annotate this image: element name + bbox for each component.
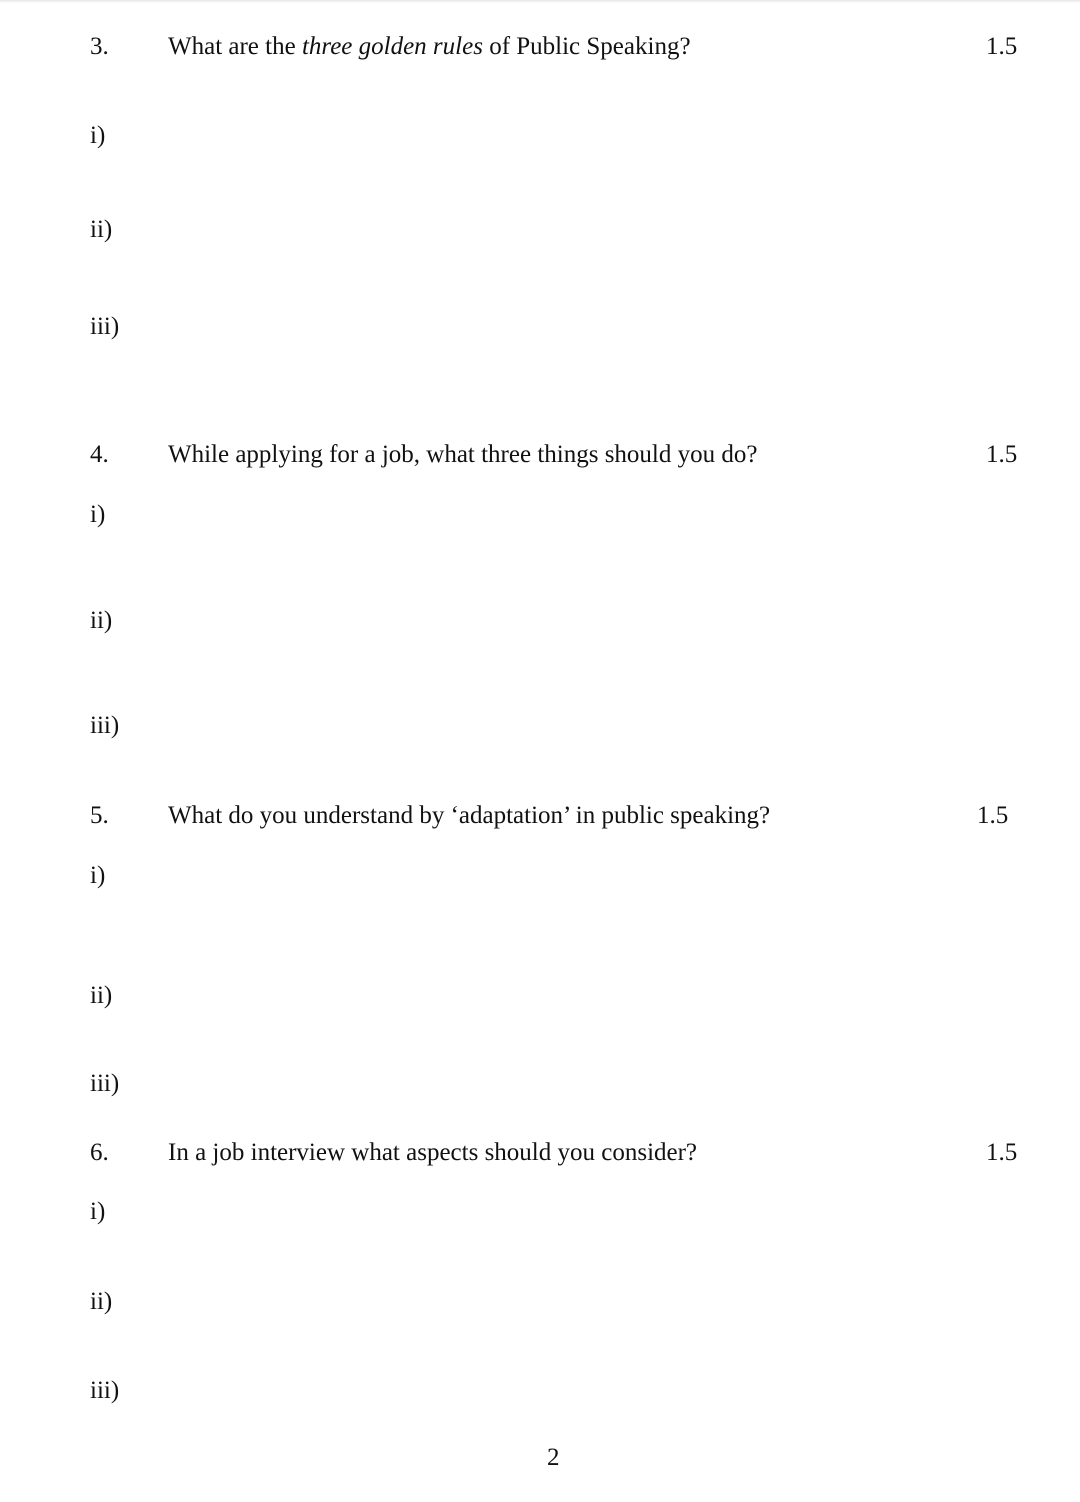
question-text	[168, 32, 691, 62]
question-text: In a job interview what aspects should you consider?	[168, 1139, 698, 1166]
question-marks: 1.5	[977, 802, 1009, 829]
question-number: 4.	[90, 441, 109, 468]
answer-label-iii: iii)	[90, 1070, 120, 1097]
answer-label-ii: ii)	[90, 607, 113, 634]
question-marks: 1.5	[986, 441, 1018, 468]
question-number: 5.	[90, 802, 109, 829]
answer-label-iii: iii)	[90, 712, 120, 739]
answer-label-ii: ii)	[90, 216, 113, 243]
question-text-part: of Public Speaking?	[482, 33, 691, 60]
question-text-emphasis: three golden rules	[301, 33, 483, 60]
answer-label-i: i)	[90, 862, 106, 889]
question-text: What do you understand by ‘adaptation’ in public speaking?	[168, 802, 771, 829]
answer-label-ii: ii)	[90, 982, 113, 1009]
question-text: While applying for a job, what three things should you do?	[168, 441, 758, 468]
question-number: 6.	[90, 1139, 109, 1166]
answer-label-i: i)	[90, 1198, 106, 1225]
question-number: 3.	[90, 33, 109, 60]
answer-label-ii: ii)	[90, 1288, 113, 1315]
answer-label-i: i)	[90, 501, 106, 528]
question-text-part: What are the	[168, 33, 302, 60]
answer-label-iii: iii)	[90, 313, 120, 340]
answer-label-i: i)	[90, 122, 106, 149]
question-marks: 1.5	[986, 33, 1018, 60]
question-marks: 1.5	[986, 1139, 1018, 1166]
page-number: 2	[547, 1444, 560, 1471]
page-top-edge	[0, 0, 1080, 3]
answer-label-iii: iii)	[90, 1377, 120, 1404]
